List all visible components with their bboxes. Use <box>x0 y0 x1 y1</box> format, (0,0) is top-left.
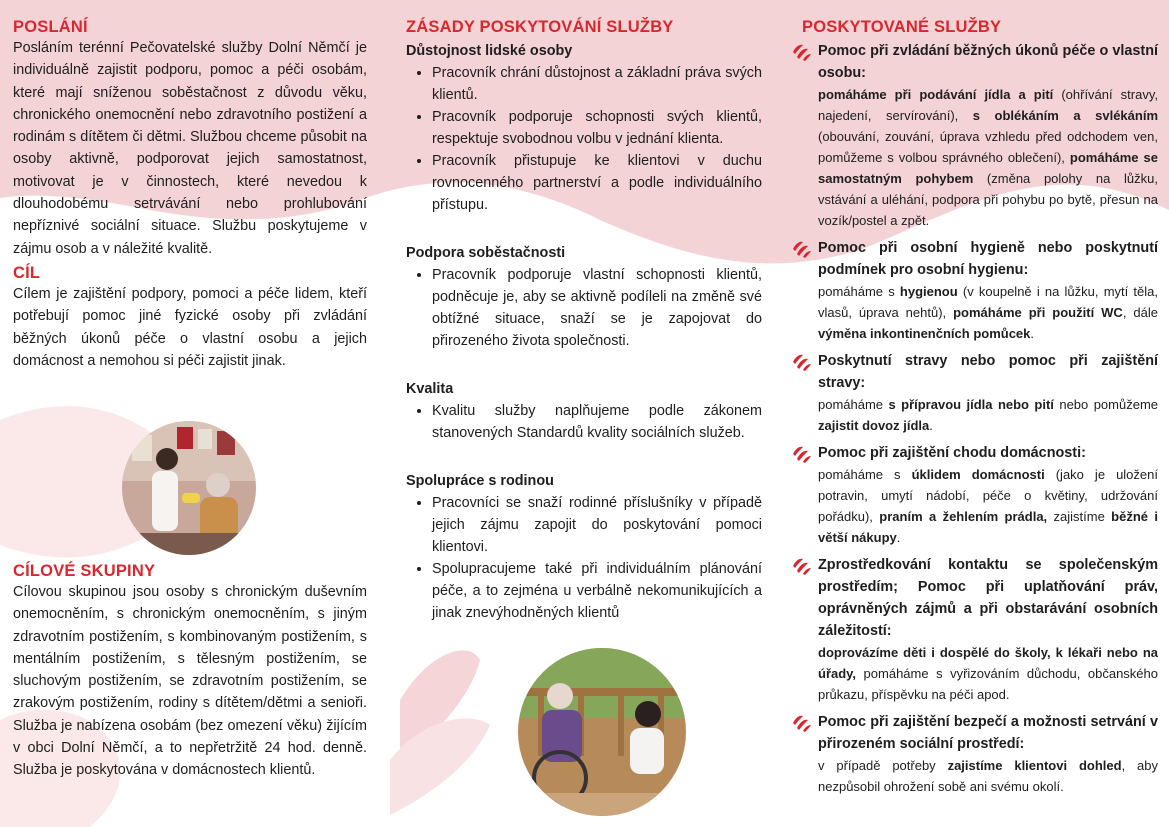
service-item <box>792 350 1158 436</box>
service-text-bold: výměna inkontinenčních pomůcek <box>818 326 1031 341</box>
red-stripes-icon <box>792 445 812 463</box>
service-item <box>792 40 1158 231</box>
list-item: • Pracovník podporuje vlastní schopnosti klientů, podněcuje je, aby se aktivně podíleli na změně své obtížné situace, snaží se je zapojovat do přirozeného života společnosti. <box>432 264 762 352</box>
service-text: nebo pomůžeme <box>1053 397 1159 412</box>
service-text: (jako je uložení potravin, umytí nádobí, péče o květiny, udržování pořádku), <box>818 467 1158 524</box>
service-text: (ohřívání stravy, najedení, servírování), <box>818 87 1158 123</box>
service-text: v případě potřeby <box>818 758 948 773</box>
service-text-bold: pomáháme při podávání jídla a pití <box>818 87 1054 102</box>
service-title: Pomoc při zvládání běžných úkonů péče o vlastní osobu: <box>818 43 1158 81</box>
service-title: Zprostředkování kontaktu se společenským prostředím; Pomoc při uplatňování práv, oprávněných zájmů a při obstarávání osobních záležitostí: <box>818 557 1158 639</box>
service-text: . <box>929 418 933 433</box>
service-text: , aby nezpůsobil ohrožení sobě ani svému okolí. <box>818 758 1159 794</box>
service-description <box>818 84 1158 231</box>
service-text: (obouvání, zouvání, úprava vzhledu před odchodem ven, pomůžeme s volbou správného oblečení), <box>818 129 1158 165</box>
service-text-bold: s přípravou jídla nebo pití <box>888 397 1054 412</box>
service-text-bold: praním a žehlením prádla, <box>879 509 1048 524</box>
list-podpora <box>406 264 762 352</box>
service-text: , dále <box>1122 305 1158 320</box>
red-stripes-icon <box>792 43 812 61</box>
service-text: pomáháme s <box>818 467 912 482</box>
list-item: • Spolupracujeme také při individuálním plánování péče, a to zejména u verbálně nekomunikujících a jinak znevýhodněných klientů <box>432 558 762 624</box>
service-text-bold: zajistíme klientovi dohled <box>947 758 1122 773</box>
photo-caregiver-with-client <box>122 421 256 555</box>
service-text-bold: pomáháme při použití WC <box>953 305 1123 320</box>
service-item <box>792 554 1158 705</box>
service-item <box>792 237 1158 344</box>
service-description <box>818 642 1158 705</box>
list-spoluprace <box>406 492 762 624</box>
service-title: Pomoc při zajištění bezpečí a možnosti setrvání v přirozeném sociální prostředí: <box>818 714 1158 752</box>
section-title-cilove-skupiny: CÍLOVÉ SKUPINY <box>13 562 156 580</box>
red-stripes-icon <box>792 557 812 575</box>
column-left <box>13 18 367 372</box>
photo-caregiver-with-wheelchair-client <box>518 648 686 816</box>
service-description <box>818 281 1158 344</box>
list-item: • Pracovníci se snaží rodinné příslušníky v případě jejich zájmu zapojit do poskytování pomoci klientovi. <box>432 492 762 558</box>
list-item: • Pracovník podporuje schopnosti svých klientů, respektuje svobodnou volbu v jednání klienta. <box>432 106 762 150</box>
service-text: pomáháme <box>818 397 889 412</box>
cilove-skupiny-block <box>13 562 367 782</box>
subheading-spoluprace: Spolupráce s rodinou <box>406 473 554 489</box>
list-item: • Kvalitu služby naplňujeme podle zákonem stanovených Standardů kvality sociálních služeb. <box>432 400 762 444</box>
service-text-bold: úklidem domácnosti <box>911 467 1045 482</box>
subheading-dustojnost: Důstojnost lidské osoby <box>406 43 573 59</box>
services-list <box>792 40 1158 797</box>
section-title-zasady: ZÁSADY POSKYTOVÁNÍ SLUŽBY <box>406 18 674 36</box>
section-title-poskytovane-sluzby: POSKYTOVANÉ SLUŽBY <box>802 18 1002 36</box>
service-text-bold: zajistit dovoz jídla <box>818 418 930 433</box>
red-stripes-icon <box>792 353 812 371</box>
service-text-bold: doprovázíme děti i dospělé do školy, k lékaři nebo na úřady, <box>818 645 1158 681</box>
section-title-cil: CÍL <box>13 263 41 282</box>
service-text: pomáháme s vyřizováním důchodu, občanského průkazu, příspěvku na péči apod. <box>818 666 1158 702</box>
section-title-poslani: POSLÁNÍ <box>13 18 88 36</box>
subheading-kvalita: Kvalita <box>406 381 454 397</box>
column-middle <box>406 18 762 624</box>
service-text: zajistíme <box>1047 509 1112 524</box>
list-item: • Pracovník chrání důstojnost a základní práva svých klientů. <box>432 62 762 106</box>
service-description <box>818 394 1158 436</box>
service-title: Poskytnutí stravy nebo pomoc při zajištění stravy: <box>818 353 1158 391</box>
service-text-bold: s oblékáním a svlékáním <box>972 108 1158 123</box>
service-item <box>792 711 1158 797</box>
column-right <box>792 18 1158 797</box>
service-description <box>818 755 1158 797</box>
red-stripes-icon <box>792 714 812 732</box>
cil-text: Cílem je zajištění podpory, pomoci a péče lidem, kteří potřebují pomoc jiné fyzické osoby při zvládání běžných úkonů péče o vlastní osobu a jejich domácnost a nemohou si péči zajistit jinak. <box>13 285 367 369</box>
service-text: (v koupelně i na lůžku, mytí těla, vlasů, úprava nehtů), <box>818 284 1158 320</box>
subheading-podpora: Podpora soběstačnosti <box>406 245 566 261</box>
service-text: (změna polohy na lůžku, vstávání a uléhání, podpora při pohybu po bytě, přesun na vozík/postel a zpět. <box>818 171 1159 228</box>
service-title: Pomoc při osobní hygieně nebo poskytnutí podmínek pro osobní hygienu: <box>818 240 1158 278</box>
list-dustojnost <box>406 62 762 216</box>
service-title: Pomoc při zajištění chodu domácnosti: <box>818 445 1086 461</box>
red-stripes-icon <box>792 240 812 258</box>
service-text: pomáháme s <box>818 284 900 299</box>
cilove-skupiny-text: Cílovou skupinou jsou osoby s chronickým duševním onemocněním, s chronickým onemocněním, s jiným zdravotním postižením, s kombinovaným postižením, s mentálním postižením, s tělesným postižením, se sluchovým postižením, se zdravotním postižením, se zrakovým postižením, rodiny s dítětem/dětmi a senioři. Služba je nabízena osobám (bez omezení věku) žijícím v obci Dolní Němčí, a to nepřetržitě 24 hod. denně. Služba je poskytována v domácnostech klientů. <box>13 584 367 779</box>
list-item: • Pracovník přistupuje ke klientovi v duchu rovnocenného partnerství a podle individuálního přístupu. <box>432 150 762 216</box>
service-text-bold: běžné i větší nákupy <box>818 509 1158 545</box>
poslani-text: Posláním terénní Pečovatelské služby Dolní Němčí je individuálně zajistit podporu, pomoc a péči osobám, které mají sníženou soběstačnost z důvodu věku, chronického onemocnění nebo zdravotního postižení a rodinám s dítětem či dětmi. Službou chceme působit na osoby aktivně, podporovat jejich samostatnost, motivovat je v činnostech, které nevedou k dlouhodobému setrvávání nebo prohlubování nepříznivé sociální situace. Službu poskytujeme v zájmu osob a v náležité kvalitě. <box>13 40 367 257</box>
service-text: . <box>896 530 901 545</box>
service-text-bold: hygienou <box>899 284 958 299</box>
service-item <box>792 442 1158 548</box>
list-kvalita <box>406 400 762 444</box>
service-text: . <box>1030 326 1035 341</box>
service-description <box>818 464 1158 548</box>
service-text-bold: pomáháme se samostatným pohybem <box>818 150 1158 186</box>
